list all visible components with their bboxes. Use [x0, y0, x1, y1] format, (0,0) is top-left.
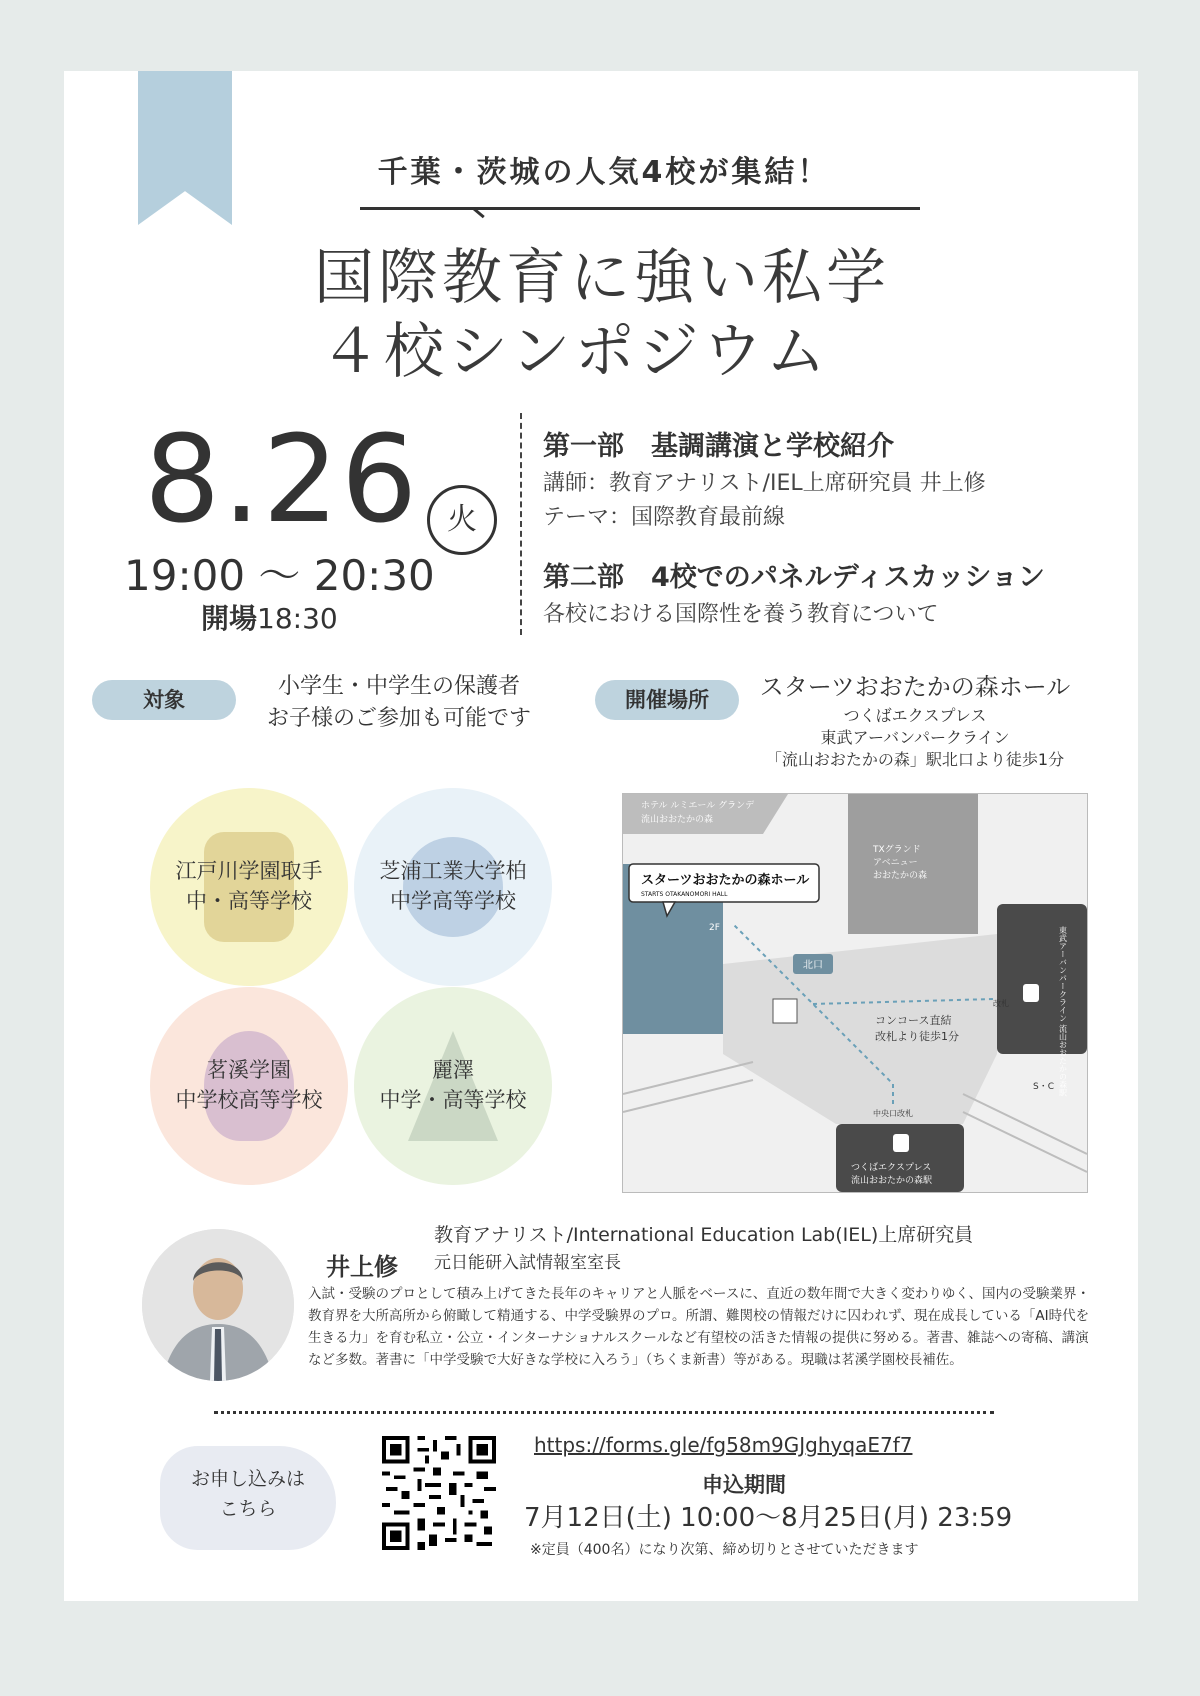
svg-text:2F: 2F	[709, 923, 720, 933]
speaker-title-line-1: 教育アナリスト/International Education Lab(IEL)上席研究員	[434, 1224, 974, 1246]
school-circle-reitaku	[354, 987, 552, 1185]
map-tobu-station	[997, 904, 1087, 1054]
svg-text:S・C: S・C	[1033, 1082, 1054, 1092]
venue-name: スターツおおたかの森ホール	[759, 673, 1071, 701]
school-name-line-2: 中学・高等学校	[379, 1088, 527, 1112]
target-line-2: お子様のご参加も可能です	[266, 706, 531, 731]
svg-text:アベニュー: アベニュー	[873, 858, 918, 868]
flyer	[64, 71, 1138, 1601]
svg-text:流山おおたかの森駅: 流山おおたかの森駅	[851, 1176, 933, 1186]
doors-open	[201, 597, 338, 637]
train-icon	[893, 1134, 909, 1152]
svg-text:改札より徒歩1分: 改札より徒歩1分	[875, 1030, 959, 1043]
school-name-line-1: 芝浦工業大学柏	[379, 859, 527, 883]
venue-access	[750, 705, 1080, 771]
title-line-1: 国際教育に強い私学	[314, 243, 890, 313]
qr-code-graphic	[382, 1436, 496, 1550]
school-name-line-1: 麗澤	[432, 1058, 474, 1082]
page-title	[314, 241, 1014, 389]
period-label: 申込期間	[702, 1473, 786, 1497]
svg-text:STARTS OTAKANOMORI HALL: STARTS OTAKANOMORI HALL	[641, 891, 728, 898]
ribbon-bookmark	[138, 71, 232, 225]
doors-time: 18:30	[257, 602, 338, 635]
school-name	[150, 1055, 348, 1115]
venue-map	[622, 793, 1088, 1193]
subtitle-underline	[360, 207, 920, 210]
application-period: 7月12日(土) 10:00～8月25日(月) 23:59	[524, 1503, 1013, 1533]
svg-text:TXグランド: TXグランド	[873, 845, 921, 855]
school-name	[354, 1055, 552, 1115]
svg-text:おおたかの森: おおたかの森	[873, 871, 928, 881]
speaker-title	[434, 1221, 1084, 1277]
school-name-line-2: 中学高等学校	[390, 889, 516, 913]
event-date: 8.26	[144, 411, 420, 550]
part2-desc: 各校における国際性を養う教育について	[543, 602, 939, 627]
title-line-2: ４校シンポジウム	[320, 317, 830, 387]
target-label: 対象	[92, 680, 236, 720]
apply-label-line-1: お申し込みは	[190, 1468, 305, 1490]
svg-text:つくばエクスプレス: つくばエクスプレス	[851, 1163, 932, 1173]
svg-text:コンコース直結: コンコース直結	[875, 1014, 952, 1027]
school-name-line-1: 茗溪学園	[207, 1058, 291, 1082]
venue-label: 開催場所	[595, 680, 739, 720]
svg-text:スターツおおたかの森ホール: スターツおおたかの森ホール	[641, 873, 810, 888]
school-circle-shibaura	[354, 788, 552, 986]
svg-text:ホテル ルミエール グランデ: ホテル ルミエール グランデ	[641, 801, 755, 811]
map-hotel-block	[623, 794, 788, 834]
day-of-week-badge: 火	[427, 485, 497, 555]
speaker-photo	[142, 1229, 294, 1381]
event-time: 19:00 ～ 20:30	[124, 551, 435, 600]
dotted-divider	[214, 1411, 994, 1414]
map-graphic	[623, 794, 1087, 1192]
school-name-line-2: 中・高等学校	[186, 889, 312, 913]
speaker-bio: 入試・受験のプロとして積み上げてきた長年のキャリアと人脈をベースに、直近の数年間で大きく変わりゆく、国内の受験業界・教育界を大所高所から俯瞰して精通する、中学受験界のプロ。所謂、難関校の情報だけに囚われず、現在成長している「AI時代を生きる力」を育む私立・公立・インターナショナルスクールなど有望校の活きた情報の提供に努める。著書、雑誌への寄稿、講演など多数。著書に「中学受験で大好きな学校に入ろう」（ちくま新書）等がある。現職は茗溪学園校長補佐。	[308, 1286, 1091, 1368]
part1-speaker: 講師：教育アナリスト/IEL上席研究員 井上修	[543, 471, 986, 496]
svg-text:東武アーバンパークライン 流山おおたかの森駅: 東武アーバンパークライン 流山おおたかの森駅	[1058, 926, 1068, 1097]
part2-title: 第二部 4校でのパネルディスカッション	[543, 562, 1045, 593]
speaker-name: 井上修	[326, 1253, 398, 1281]
application-link[interactable]: https://forms.gle/fg58m9GJghyqaE7f7	[534, 1433, 913, 1457]
school-circle-meikei	[150, 987, 348, 1185]
speaker-portrait-icon	[142, 1229, 294, 1381]
capacity-note: ※定員（400名）になり次第、締め切りとさせていただきます	[530, 1542, 919, 1558]
part1-theme: テーマ：国際教育最前線	[543, 505, 786, 530]
school-name-line-1: 江戸川学園取手	[175, 859, 323, 883]
svg-text:流山おおたかの森: 流山おおたかの森	[641, 815, 714, 825]
program-divider	[520, 413, 522, 635]
school-name-line-2: 中学校高等学校	[175, 1088, 323, 1112]
program-part-2	[543, 555, 1133, 632]
apply-label	[160, 1464, 336, 1524]
access-line-1: つくばエクスプレス	[843, 706, 987, 725]
apply-label-line-2: こちら	[219, 1498, 277, 1520]
qr-code-icon[interactable]	[382, 1436, 496, 1550]
part1-title: 第一部 基調講演と学校紹介	[543, 431, 894, 462]
subtitle: 千葉・茨城の人気4校が集結！	[377, 155, 831, 190]
target-info	[254, 671, 544, 735]
access-line-2: 東武アーバンパークライン	[820, 728, 1010, 747]
school-name	[354, 856, 552, 916]
svg-text:北口: 北口	[803, 960, 823, 971]
target-line-1: 小学生・中学生の保護者	[277, 674, 520, 699]
program-part-1	[543, 424, 1133, 535]
svg-text:中央口改札: 中央口改札	[873, 1109, 913, 1118]
speaker-title-line-2: 元日能研入試情報室室長	[434, 1253, 621, 1273]
doors-label: 開場	[201, 602, 258, 635]
restroom-icon	[773, 999, 797, 1023]
svg-text:改札: 改札	[993, 999, 1009, 1008]
school-circle-edogawa	[150, 788, 348, 986]
school-name	[150, 856, 348, 916]
access-line-3: 「流山おおたかの森」駅北口より徒歩1分	[765, 750, 1065, 769]
train-icon	[1023, 984, 1039, 1002]
